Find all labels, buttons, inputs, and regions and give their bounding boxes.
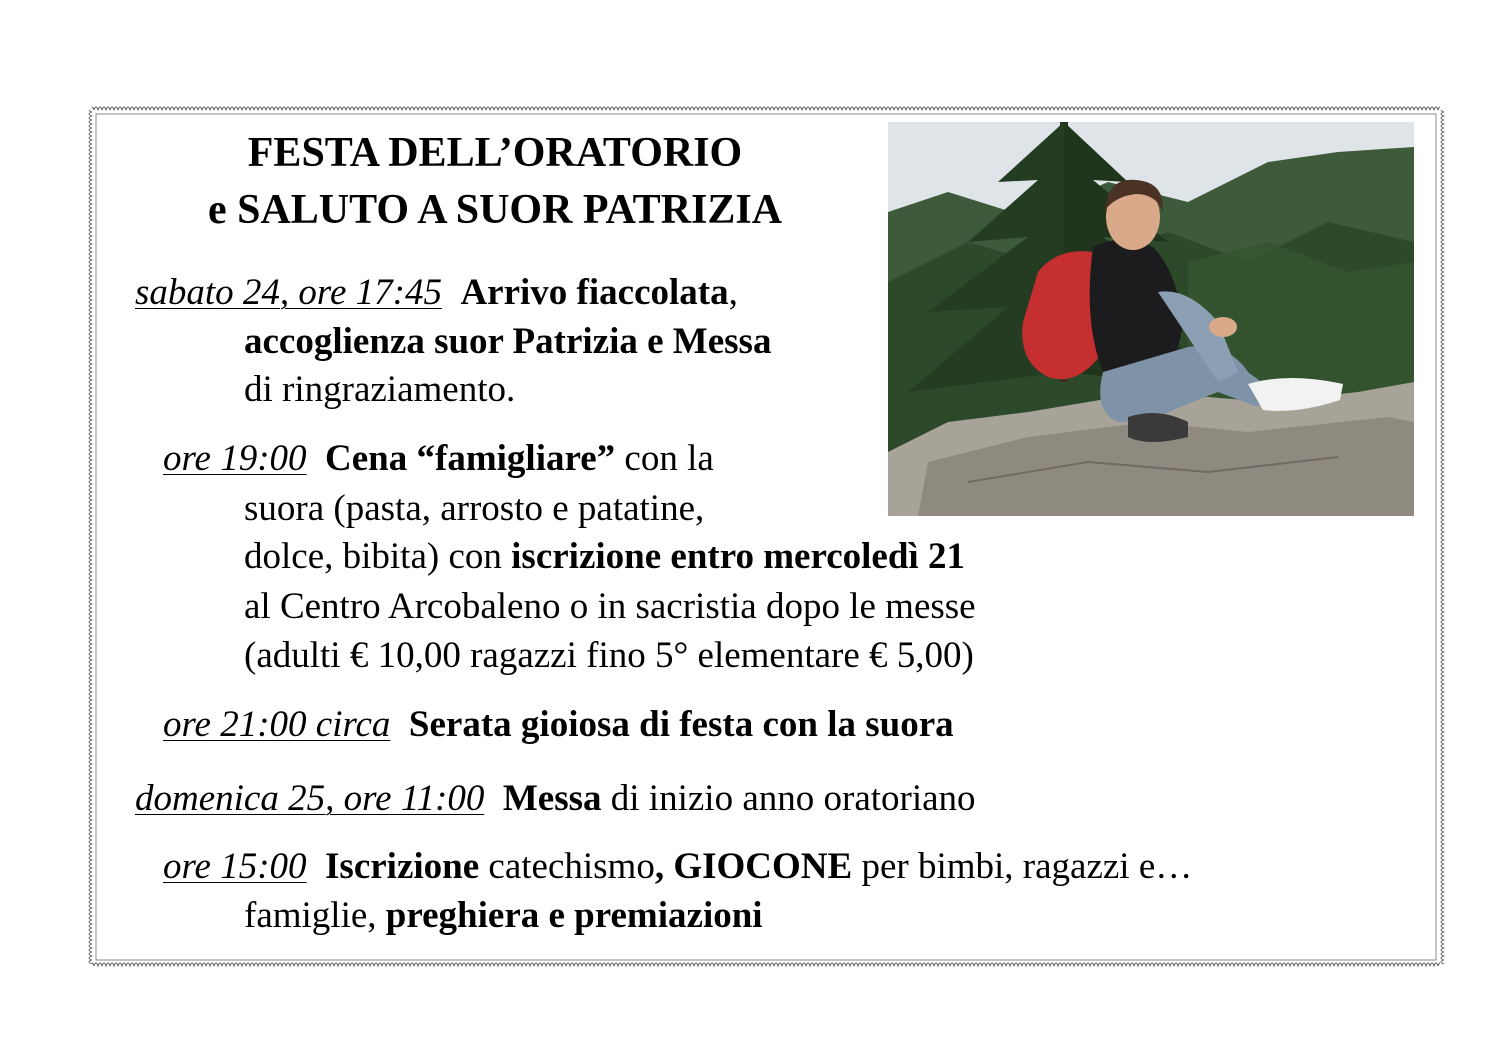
event-time: ore 15:00	[163, 846, 307, 887]
event-title: Iscrizione	[325, 846, 480, 887]
event-sun-1100-line-1: domenica 25, ore 11:00 Messa di inizio anno oratoriano	[135, 778, 976, 819]
event-sat-1745-line-3: di ringraziamento.	[244, 369, 516, 410]
event-title: Cena “famigliare”	[325, 438, 616, 479]
event-sat-1900-line-3: dolce, bibita) con iscrizione entro mercoledì 21	[244, 536, 965, 577]
event-time: ore 21:00 circa	[163, 704, 391, 745]
event-title: Serata gioiosa di festa con la suora	[408, 704, 954, 745]
event-title: Messa	[502, 778, 602, 819]
title-line-2: e SALUTO A SUOR PATRIZIA	[207, 187, 783, 233]
event-time: sabato 24, ore 17:45	[135, 272, 442, 313]
event-sun-1500-line-1: ore 15:00 Iscrizione catechismo, GIOCONE per bimbi, ragazzi e…	[163, 846, 1193, 887]
event-time: domenica 25, ore 11:00	[135, 778, 485, 819]
event-sun-1500-line-2: famiglie, preghiera e premiazioni	[244, 895, 763, 936]
event-sat-1900-line-4: al Centro Arcobaleno o in sacristia dopo le messe	[244, 586, 976, 627]
event-sat-1900-line-2: suora (pasta, arrosto e patatine,	[244, 488, 705, 529]
event-sat-1900-line-5: (adulti € 10,00 ragazzi fino 5° elementare € 5,00)	[244, 635, 974, 676]
event-sat-1745-line-1: sabato 24, ore 17:45 Arrivo fiaccolata,	[135, 272, 738, 313]
event-sat-2100-line-1	[163, 706, 954, 743]
event-title: Arrivo fiaccolata	[460, 272, 729, 313]
event-sat-1900-line-1: ore 19:00 Cena “famigliare” con la	[163, 438, 714, 479]
photo-suor-patrizia	[888, 122, 1414, 516]
event-sat-1745-line-2: accoglienza suor Patrizia e Messa	[244, 321, 772, 362]
event-time: ore 19:00	[163, 438, 307, 479]
title-line-1: FESTA DELL’ORATORIO	[247, 130, 743, 176]
